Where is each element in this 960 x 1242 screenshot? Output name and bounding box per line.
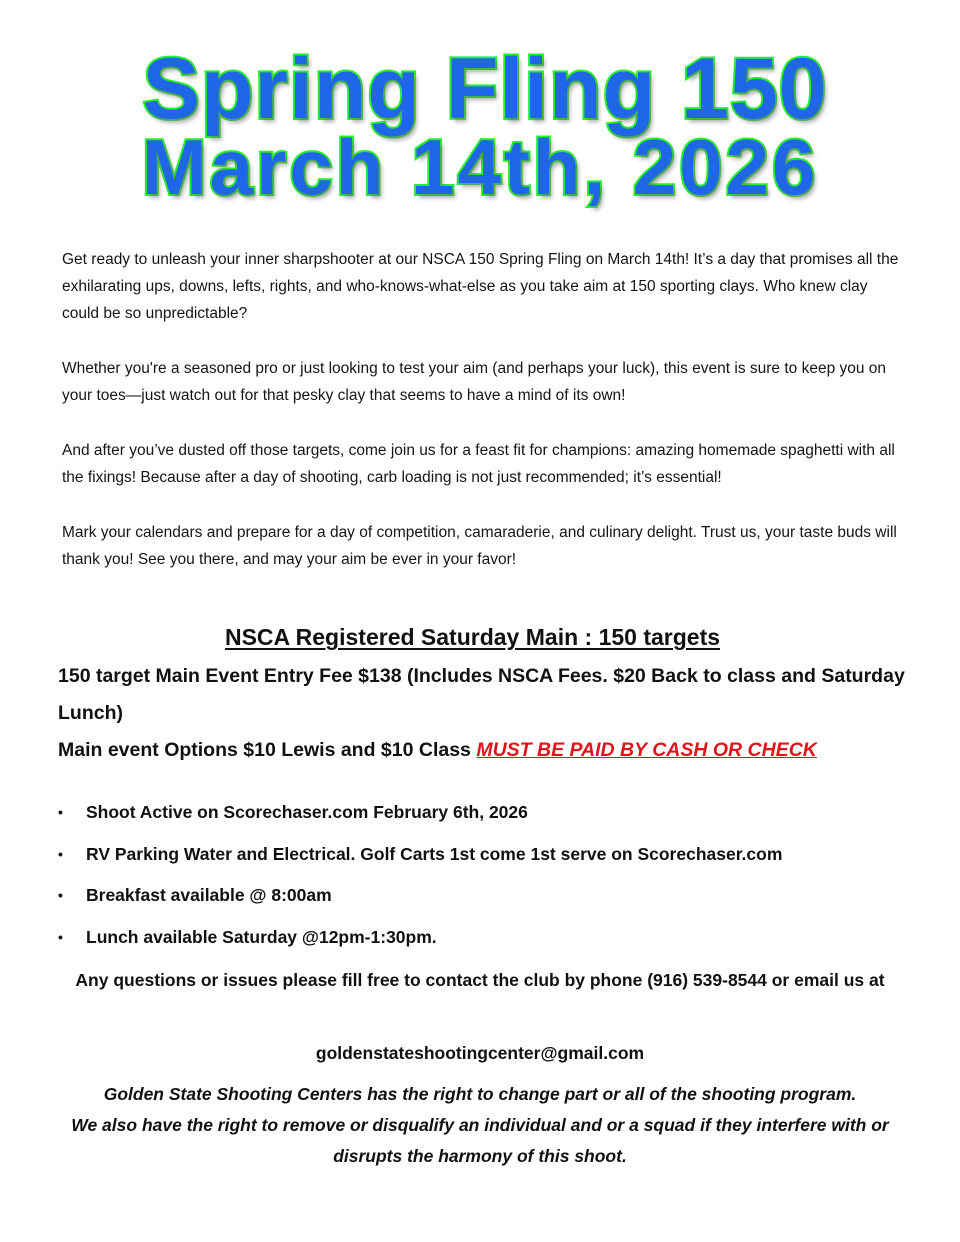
event-date-heading: March 14th, 2026	[141, 123, 819, 211]
disclaimer-section	[40, 1079, 920, 1172]
cash-check-warning: MUST BE PAID BY CASH OR CHECK	[476, 739, 817, 761]
disclaimer-line: Golden State Shooting Centers has the right to change part or all of the shooting program.	[103, 1084, 857, 1104]
list-item	[58, 798, 918, 840]
main-event-heading: NSCA Registered Saturday Main : 150 targets	[224, 624, 721, 650]
list-item-text: Breakfast available @ 8:00am	[86, 885, 332, 905]
list-item-text: Lunch available Saturday @12pm-1:30pm.	[86, 926, 437, 947]
bullet-icon: •	[58, 928, 63, 945]
contact-text: Any questions or issues please fill free to contact the club by phone (916) 539-8544 or email us at	[75, 970, 885, 990]
list-item-text: Shoot Active on Scorechaser.com February 6th, 2026	[86, 802, 528, 822]
intro-section	[62, 246, 902, 601]
intro-paragraph: Mark your calendars and prepare for a day of competition, camaraderie, and culinary delight. Trust us, your taste buds will thank you! See you there, and may your aim be ever in your favor!	[62, 524, 897, 568]
options-line	[58, 732, 918, 769]
event-name-heading: Spring Fling 150	[142, 41, 828, 137]
disclaimer-line: We also have the right to remove or disqualify an individual and or a squad if they interfere with or disrupts the harmony of this shoot.	[71, 1115, 889, 1166]
options-text: Main event Options $10 Lewis and $10 Class	[58, 739, 477, 761]
bullet-icon: •	[58, 804, 63, 820]
contact-email[interactable]: goldenstateshootingcenter@gmail.com	[315, 1043, 645, 1063]
list-item	[58, 840, 918, 882]
entry-fee-text: 150 target Main Event Entry Fee $138 (Includes NSCA Fees. $20 Back to class and Saturday Lunch)	[58, 665, 905, 724]
event-details-list	[58, 798, 918, 964]
bullet-icon: •	[58, 887, 63, 903]
fees-section	[58, 658, 918, 769]
list-item	[58, 881, 918, 923]
contact-section	[40, 964, 920, 996]
intro-paragraph: Whether you're a seasoned pro or just looking to test your aim (and perhaps your luck), this event is sure to keep you on your toes—just watch out for that pesky clay that seems to have a mind of its own!	[62, 360, 887, 404]
intro-paragraph: Get ready to unleash your inner sharpshooter at our NSCA 150 Spring Fling on March 14th! It’s a day that promises all the exhilarating ups, downs, lefts, rights, and who-knows-what-else as you take aim at 150 sporting clays. Who knew clay could be so unpredictable?	[62, 251, 899, 322]
list-item	[58, 923, 918, 965]
flyer-title	[0, 41, 960, 211]
bullet-icon: •	[58, 845, 63, 862]
intro-paragraph: And after you’ve dusted off those targets, come join us for a feast fit for champions: amazing homemade spaghetti with all the fixings! Because after a day of shooting, carb loading is not just recommended; it’s essential!	[62, 442, 895, 486]
list-item-text: RV Parking Water and Electrical. Golf Carts 1st come 1st serve on Scorechaser.com	[86, 843, 783, 864]
